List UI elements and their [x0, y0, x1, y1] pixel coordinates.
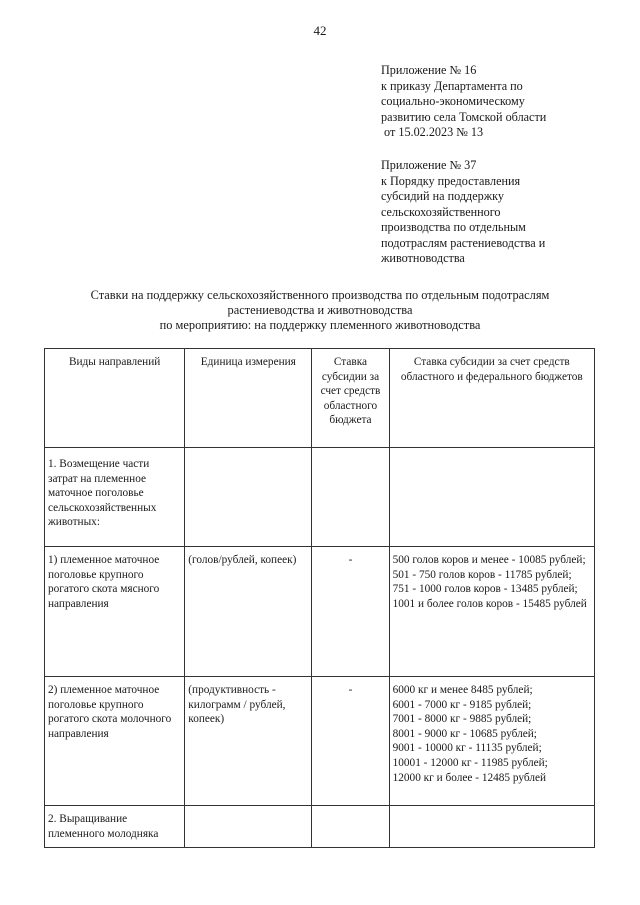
- annex-secondary-line: сельскохозяйственного: [381, 204, 501, 219]
- header-unit: Единица измерения: [185, 349, 312, 448]
- cell-regional-rate: -: [312, 677, 389, 806]
- title-line: растениеводства и животноводства: [227, 303, 413, 317]
- cell-unit: (продуктивность - килограмм / рублей, копеек): [185, 677, 312, 806]
- cell-direction: 1. Возмещение части затрат на племенное маточное поголовье сельскохозяйственных животных:: [45, 448, 185, 547]
- annex-primary-line: развитию села Томской области: [381, 109, 547, 124]
- title-line: по мероприятию: на поддержку племенного животноводства: [159, 318, 481, 332]
- table-row: [45, 547, 595, 677]
- table-row: [45, 806, 595, 848]
- table-header-row: [45, 349, 595, 448]
- cell-regional-rate: [312, 806, 389, 848]
- annex-secondary-line: производства по отдельным: [381, 220, 526, 234]
- cell-regional-rate: -: [312, 547, 389, 677]
- rate-line: 9001 - 10000 кг - 11135 рублей;: [392, 742, 542, 755]
- rate-line: 6000 кг и менее 8485 рублей;: [392, 684, 533, 696]
- document-title: [0, 288, 640, 333]
- table-row: [45, 448, 595, 547]
- rate-line: 8001 - 9000 кг - 10685 рублей;: [392, 727, 537, 740]
- rate-line: 6001 - 7000 кг - 9185 рублей;: [392, 698, 532, 711]
- annex-primary-line: от 15.02.2023 № 13: [381, 125, 484, 139]
- annex-secondary: [381, 158, 545, 267]
- annex-secondary-line: к Порядку предоставления: [381, 173, 521, 188]
- rate-line: 751 - 1000 голов коров - 13485 рублей;: [392, 583, 578, 596]
- cell-direction: 2) племенное маточное поголовье крупного рогатого скота молочного направления: [45, 677, 185, 806]
- cell-federal-rate: [389, 806, 594, 848]
- cell-regional-rate: [312, 448, 389, 547]
- cell-direction: 1) племенное маточное поголовье крупного рогатого скота мясного направления: [45, 547, 185, 677]
- cell-unit: [185, 806, 312, 848]
- annex-secondary-line: подотраслям растениеводства и: [381, 235, 546, 250]
- rate-line: 12000 кг и более - 12485 рублей: [392, 771, 547, 784]
- cell-direction: 2. Выращивание племенного молодняка: [45, 806, 185, 848]
- annex-primary: [381, 63, 546, 141]
- rate-line: 501 - 750 голов коров - 11785 рублей;: [392, 568, 572, 581]
- rate-line: 7001 - 8000 кг - 9885 рублей;: [392, 713, 532, 726]
- rates-table: [44, 348, 595, 848]
- annex-secondary-line: Приложение № 37: [381, 158, 477, 172]
- annex-secondary-line: субсидий на поддержку: [381, 189, 505, 203]
- cell-unit: [185, 448, 312, 547]
- header-direction: Виды направлений: [45, 349, 185, 448]
- annex-primary-line: Приложение № 16: [381, 63, 477, 77]
- page-number: 42: [313, 23, 327, 38]
- table-row: [45, 677, 595, 806]
- rate-line: 10001 - 12000 кг - 11985 рублей;: [392, 756, 548, 769]
- header-federal-rate: Ставка субсидии за счет средств областного и федерального бюджетов: [389, 349, 594, 448]
- title-line: Ставки на поддержку сельскохозяйственного производства по отдельным подотраслям: [90, 288, 550, 302]
- rate-line: 1001 и более голов коров - 15485 рублей: [392, 597, 587, 610]
- annex-secondary-line: животноводства: [381, 251, 465, 265]
- annex-primary-line: социально-экономическому: [381, 94, 525, 108]
- cell-federal-rate: [389, 677, 594, 806]
- annex-primary-line: к приказу Департамента по: [381, 78, 523, 93]
- rate-line: 500 голов коров и менее - 10085 рублей;: [392, 554, 586, 566]
- cell-federal-rate: [389, 448, 594, 547]
- cell-unit: (голов/рублей, копеек): [185, 547, 312, 677]
- header-regional-rate: Ставка субсидии за счет средств областного бюджета: [312, 349, 389, 448]
- cell-federal-rate: [389, 547, 594, 677]
